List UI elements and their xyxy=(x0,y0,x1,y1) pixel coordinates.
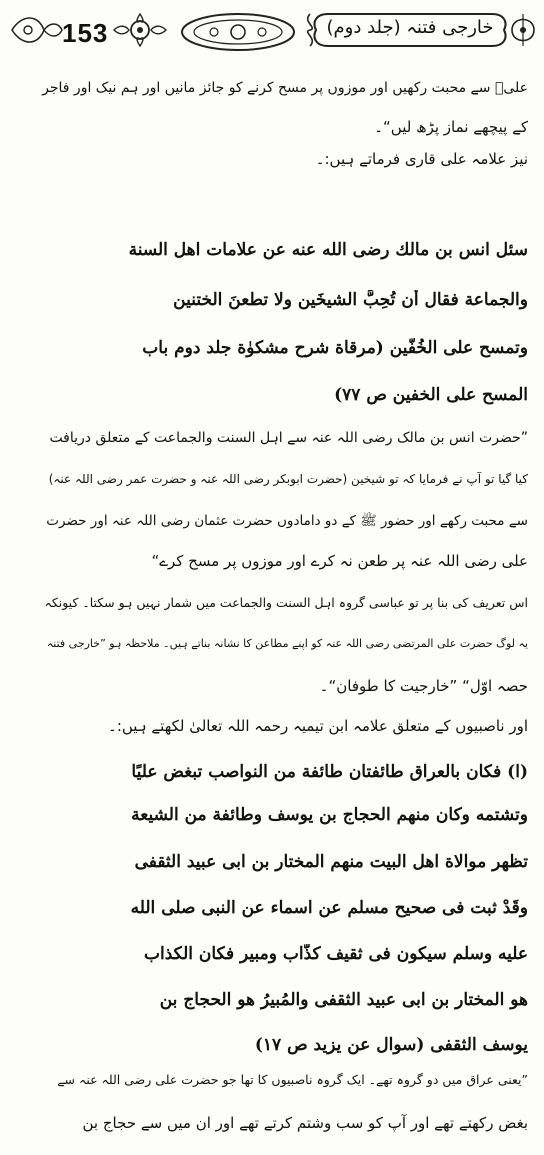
urdu-text-line: بغض رکھتے تھے اور آپ کو سب وشتم کرتے تھے اور ان میں سے حجاج بن xyxy=(82,1114,528,1132)
urdu-text-line: ”یعنی عراق میں دو گروہ تھے۔ ایک گروہ ناصبیوں کا تھا جو حضرت علی رضی اللہ عنہ سے xyxy=(57,1072,528,1087)
flower-ornament-icon xyxy=(110,10,170,50)
urdu-text-line: نیز علامہ علی قاری فرماتے ہیں:۔ xyxy=(315,150,528,168)
urdu-text-line: اس تعریف کی بنا پر تو عباسی گروہ اہل السنت والجماعت میں شمار نہیں ہو سکتا۔ کیونکہ xyxy=(44,595,528,610)
left-flourish-icon xyxy=(8,10,64,50)
arabic-quote-line: عليه وسلم سيكون فى ثقيف كذّاب ومبير فكان الكذاب xyxy=(144,944,528,964)
arabic-quote-line: وتشتمه وكان منهم الحجاج بن يوسف وطائفة من الشيعة xyxy=(131,805,528,825)
arabic-quote-line: هو المختار بن ابى عبيد الثقفى والمُبيرُ هو الحجاج بن xyxy=(159,990,528,1010)
urdu-text-line: کیا گیا تو آپ نے فرمایا کہ تو شیخین (حضرت ابوبکر رضی اللہ عنہ و حضرت عمر رضی اللہ عنہ) xyxy=(48,472,528,486)
arabic-quote-line: وقَدْ ثبت فى صحيح مسلم عن اسماء عن النبى صلى الله xyxy=(130,898,528,918)
urdu-text-line: ”حضرت انس بن مالک رضی اللہ عنہ سے اہل السنت والجماعت کے متعلق دریافت xyxy=(49,430,528,446)
title-cartouche xyxy=(310,8,510,52)
arabic-quote-line: (ا) فكان بالعراق طائفتان طائفة من النواصب تبغض عليًا xyxy=(131,762,528,782)
urdu-text-line: علیؓ سے محبت رکھیں اور موزوں پر مسح کرنے کو جائز مانیں اور ہم نیک اور فاجر xyxy=(42,80,528,96)
page-header xyxy=(0,4,544,74)
urdu-text-line: کے پیچھے نماز پڑھ لیں“۔ xyxy=(374,118,528,136)
running-title: خارجی فتنہ (جلد دوم) xyxy=(326,17,494,38)
urdu-text-line: سے محبت رکھے اور حضور ﷺ کے دو دامادوں حضرت عثمان رضی اللہ عنہ اور حضرت xyxy=(46,513,528,529)
urdu-text-line: علی رضی اللہ عنہ پر طعن نہ کرے اور موزوں پر مسح کرے“ xyxy=(151,552,528,570)
urdu-text-line: یہ لوگ حضرت علی المرتضی رضی اللہ عنہ کو اپنے مطاعن کا نشانہ بناتے ہیں۔ ملاحظہ ہو ”خارجی فتنہ xyxy=(46,637,528,650)
arabic-quote-line: يوسف الثقفى (سوال عن يزيد ص ۱۷) xyxy=(254,1035,528,1055)
arabic-quote-line: سئل انس بن مالك رضى الله عنه عن علامات اهل السنة xyxy=(128,240,528,260)
page-number: 153 xyxy=(62,18,109,48)
arabic-quote-line: تظهر موالاة اهل البيت منهم المختار بن ابى عبيد الثقفى xyxy=(134,852,528,872)
oval-medallion-icon xyxy=(178,10,298,54)
urdu-text-line: اور ناصبیوں کے متعلق علامہ ابن تیمیہ رحمہ اللہ تعالیٰ لکھتے ہیں:۔ xyxy=(108,717,528,735)
arabic-quote-line: وتمسح على الخُفَّين (مرقاة شرح مشكوٰة جلد دوم باب xyxy=(142,338,528,358)
arabic-quote-line: المسح على الخفين ص ۷۷) xyxy=(334,385,528,405)
arabic-quote-line: والجماعة فقال أن تُحِبَّ الشيخَين ولا تطعنَ الختنين xyxy=(173,290,528,310)
right-flourish-icon xyxy=(506,8,540,52)
urdu-text-line: حصہ اوّل“ ”خارجیت کا طوفان“۔ xyxy=(319,677,528,695)
